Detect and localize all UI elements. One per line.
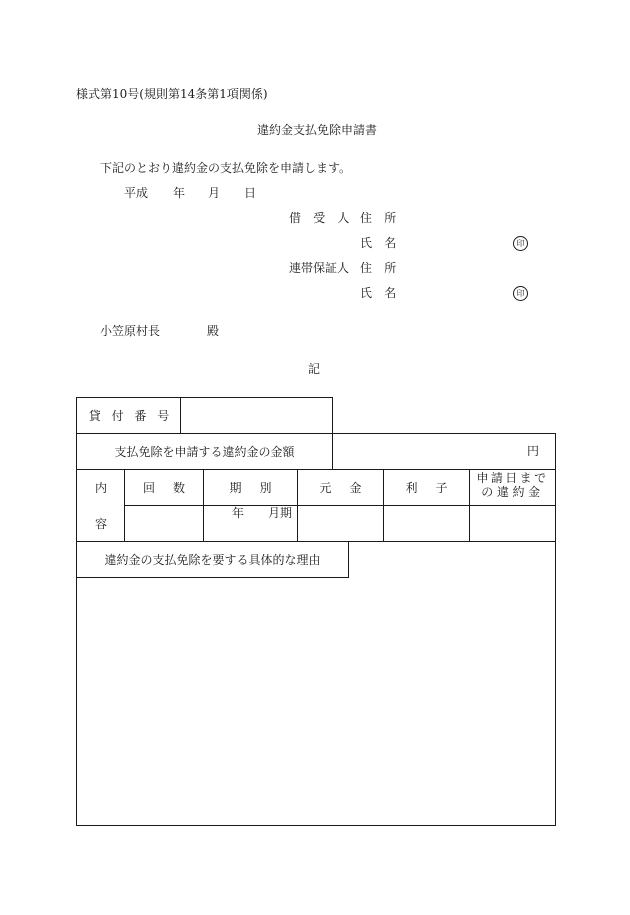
- principal-value-field[interactable]: [298, 506, 383, 541]
- yen-unit: 円: [527, 444, 540, 458]
- date-era: 平成: [124, 186, 149, 200]
- ki-heading: 記: [308, 362, 321, 376]
- detail-label-top: 内: [95, 481, 108, 495]
- borrower-role: 借 受 人: [289, 211, 354, 225]
- guarantor-role: 連帯保証人: [289, 261, 350, 275]
- guarantor-name-label: 氏 名: [360, 286, 401, 300]
- header-interest: 利子: [405, 481, 466, 495]
- guarantor-address-label: 住 所: [360, 261, 401, 275]
- table-border: [555, 433, 556, 825]
- loan-number-field[interactable]: [181, 398, 332, 433]
- interest-value-field[interactable]: [384, 506, 469, 541]
- header-principal: 元金: [319, 481, 380, 495]
- header-count: 回数: [143, 481, 204, 495]
- header-penalty-line2: の違約金: [481, 485, 544, 499]
- document-title: 違約金支払免除申請書: [257, 123, 378, 137]
- borrower-address-label: 住 所: [360, 211, 401, 225]
- table-border: [76, 825, 556, 826]
- detail-label-bottom: 容: [95, 517, 108, 531]
- header-period: 期別: [229, 481, 290, 495]
- guarantor-seal-icon: 印: [513, 286, 528, 301]
- penalty-value-field[interactable]: [470, 506, 555, 541]
- loan-number-label: 貸付番号: [88, 409, 180, 423]
- addressee-honorific: 殿: [207, 324, 220, 338]
- table-border: [332, 397, 333, 433]
- reason-label: 違約金の支払免除を要する具体的な理由: [104, 553, 321, 567]
- exemption-amount-label: 支払免除を申請する違約金の金額: [114, 445, 295, 459]
- intro-text: 下記のとおり違約金の支払免除を申請します。: [100, 161, 352, 175]
- count-value-field[interactable]: [125, 506, 203, 541]
- reason-field[interactable]: [77, 578, 555, 825]
- addressee-title: 小笠原村長: [100, 324, 161, 338]
- header-penalty: [470, 471, 555, 505]
- form-number: 様式第10号(規則第14条第1項関係): [76, 87, 268, 101]
- table-border: [348, 541, 349, 578]
- header-penalty-line1: 申請日まで: [476, 471, 549, 485]
- date-year: 年: [173, 186, 186, 200]
- date-day: 日: [244, 186, 257, 200]
- exemption-amount-field[interactable]: [333, 434, 555, 469]
- borrower-name-label: 氏 名: [360, 236, 401, 250]
- period-value: 年 月期: [232, 506, 293, 520]
- date-month: 月: [208, 186, 221, 200]
- borrower-seal-icon: 印: [513, 236, 528, 251]
